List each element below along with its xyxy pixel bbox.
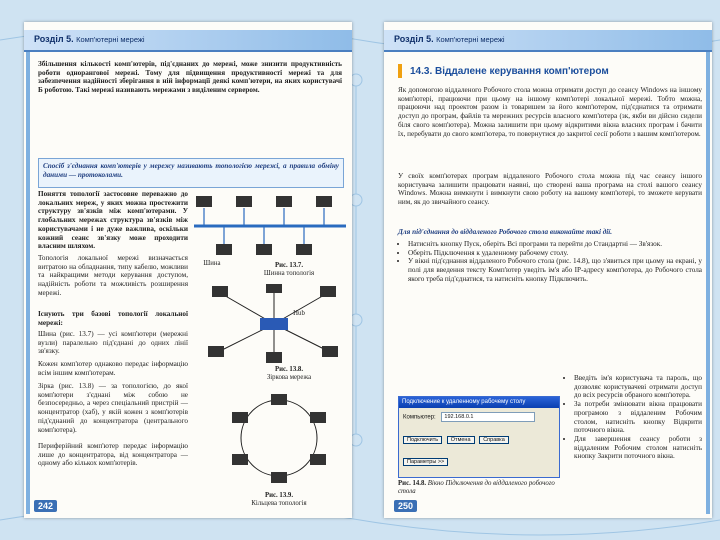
left-header [24,30,352,52]
right-paragraph-3: Для під'єднання до віддаленого Робочого стола виконайте такі дії. [398,228,613,236]
bus-computer [216,244,232,255]
section-marker [398,64,402,78]
params-button[interactable]: Параметры >> [403,458,448,466]
hub-device [260,318,288,330]
bus-computer [316,196,332,207]
left-side-bar [26,52,30,514]
list-item: • За потреби змінювати вікна працювати програмою з віддаленим Робочим столом, натисніть кнопку Відкрити поточного вікна. [574,400,702,435]
ring-computer [232,412,248,423]
topology-paragraph: Поняття топології застосовне переважно до локальних мереж, у яких можна простежити структуру зв'язків між комп'ютерами. У глобальних мережах структура зв'язків між користувачами і не дуже важлива, оскільки кожний сеанс зв'язку може проходити власним шляхом. [38,190,188,251]
figure-13-7-caption: Рис. 13.7. Шинна топологія [263,262,315,277]
computer-label: Компьютер: [403,414,436,421]
left-page-number: 242 [34,500,57,512]
right-page-number: 250 [394,500,417,512]
ring-computer [310,412,326,423]
list-item: • Натисніть кнопку Пуск, оберіть Всі програми та перейти до Стандартні — Зв'язок. [408,240,702,249]
right-page [384,22,712,518]
left-header-title: Розділ 5. Комп'ютерні мережі [34,34,145,44]
hub-label: Hub [293,310,305,317]
bus-computer [276,196,292,207]
right-header-title: Розділ 5. Комп'ютерні мережі [394,34,505,44]
bus-computer [196,196,212,207]
bus-topology-figure [192,190,348,262]
right-paragraph-1: Як допомогою віддаленого Робочого стола можна отримати доступ до сеансу Windows на іншому комп'ютері, працюючи при цьому на іншому комп'ютері локальної мережі. Тобто можна, працюючи над проектом разом із товаришем за його комп'ютером, під'єднатися та отримати доступ до програм, файлів та мережних ресурсів власного комп'ютера (зк, якби ви дійсно сидели біля свого комп'ютера). Можна залишити при цьому відкритими вікна власних програм і бачити їх, перебувати до свого комп'ютера, то повернутися до закритої сесії роботи з вашим комп'ютером. [398,86,702,138]
computer-input[interactable]: 192.168.0.1 [441,412,535,422]
figure-13-9-caption: Рис. 13.9. Кільцева топологія [251,492,307,507]
bus-computer [296,244,312,255]
bus-computer [256,244,272,255]
ring-topology-figure [214,386,344,490]
ring-computer [310,454,326,465]
left-intro: Збільшення кількості комп'ютерів, під'єднаних до мережі, може знизити продуктивність роботи однорангової мережі. Тому для підвищення продуктивності мережі та для забезпечення надійності зберігання в ній інформації деякі комп'ютери, на яких користувачі Б роботою. Такі мережі називають мережами з виділеним сервером. [38,60,342,95]
bus-label: Шина [203,260,221,267]
list-item: • Введіть ім'я користувача та пароль, що дозволяє користувачеві отримати доступ до всіх ресурсів обраного комп'ютера. [574,374,702,400]
ring-computer [271,472,287,483]
ring-computer [232,454,248,465]
definition-box [38,158,344,188]
section-title: 14.3. Віддалене керування комп'ютером [410,66,609,77]
help-button[interactable]: Справка [479,436,509,444]
figure-13-8-caption: Рис. 13.8. Зіркова мережа [266,366,312,381]
list-item: • Для завершення сеансу роботи з віддаленим Робочим столом натисніть кнопку Закрити поточного вікна. [574,435,702,461]
definition-text: Спосіб з'єднання комп'ютерів у мережу називають топологією мережі, а правила обміну даними — протоколами. [43,162,339,179]
ring-computer [271,394,287,405]
star-computer [208,346,224,357]
bus-computer [236,196,252,207]
bus-description-2: Кожен комп'ютер однаково передає інформацію всім іншим комп'ютерам. [38,360,188,377]
list-item: • Оберіть Підключення к удаленному рабочему столу. [408,249,702,258]
star-computer [320,286,336,297]
topology-paragraph-2: Топологія локальної мережі визначається витратою на обладнання, типу кабелю, можливи та найкращими методи керування доступом, надійність роботи та можливість розширення мережі. [38,254,188,297]
right-header [384,30,712,52]
cancel-button[interactable]: Отмена [447,436,475,444]
bus-description: Шина (рис. 13.7) — усі комп'ютери (мережні вузли) паралельно під'єднані до одних лінії зв'язку. [38,330,188,356]
left-page [24,22,352,518]
three-topologies-intro: Існують три базові топології локальної мережі: [38,310,188,327]
dialog-title: Подключение к удаленному рабочему столу [399,397,559,408]
star-computer [266,284,282,293]
figure-14-8-caption: Рис. 14.8. Вікно Підключення до віддаленого робочого стола [398,480,555,495]
instruction-list [398,240,702,284]
connect-button[interactable]: Подключить [403,436,442,444]
star-computer [322,346,338,357]
right-column-list [564,374,702,461]
list-item: • У вікні під'єднання віддаленого Робочого стола (рис. 14.8), що з'явиться при цьому на екрані, у полі для введення тексту Комп'ютер уведіть ім'я або IP-адресу комп'ютера, до Робочого стола якого треба під'єднатися, та натисніть кнопку Підключить. [408,257,702,283]
star-description: Зірка (рис. 13.8) — за топологією, до якої комп'ютери з'єднані між собою не безпосередньо, а через спеціальний пристрій — концентратор (хаб), у якій кожен з комп'ютерів під'єднаний до концентратора (центрального комп'ютера). [38,382,188,434]
right-side-bar [706,52,710,514]
star-computer [266,352,282,363]
ring-line [241,400,317,476]
right-paragraph-2: У своїх комп'ютерах програм віддаленого Робочого стола можна під час сеансу іншого користувача залишити працювати наявні, що створені ваша програма на столі вашого сеансу Windows. Можна вимкнути і вимкнути свою роботу на вашому комп'ютері, то зможете керувати ним, як до звичайного сеансу. [398,172,702,207]
star-topology-figure [204,284,344,364]
star-description-2: Периферійний комп'ютер передає інформацію лише до концентратора, від концентратора — одному або кількох комп'ютерів. [38,442,188,468]
star-computer [212,286,228,297]
remote-desktop-dialog [398,396,560,478]
